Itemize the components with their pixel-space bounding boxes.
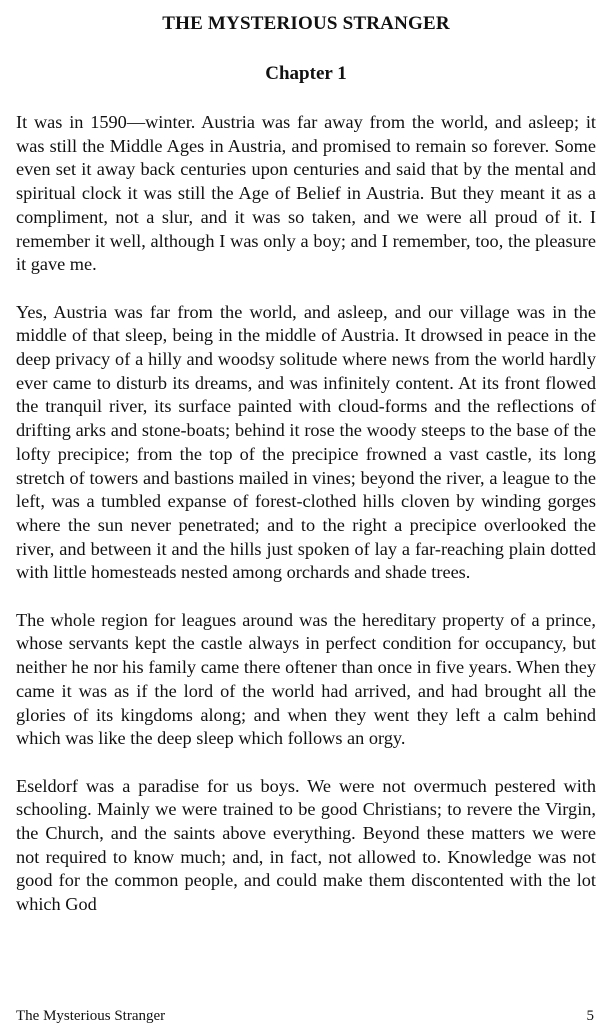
paragraph-3: The whole region for leagues around was the hereditary property of a prince, whose servants kept the castle always in perfect condition for occupancy, but neither he nor his family came there oftener than once in five years. When they came it was as if the lord of the world had arrived, and had brought all the glories of its kingdoms along; and when they went they left a calm behind which was like the deep sleep which follows an orgy. bbox=[16, 609, 596, 749]
chapter-heading: Chapter 1 bbox=[265, 63, 347, 84]
page-number: 5 bbox=[586, 1008, 594, 1024]
page-footer bbox=[16, 1006, 596, 1026]
body-text bbox=[16, 111, 596, 917]
paragraph-1: It was in 1590—winter. Austria was far away from the world, and asleep; it was still the Middle Ages in Austria, and promised to remain so forever. Some even set it away back centuries upon centuries and said that by the mental and spiritual clock it was still the Age of Belief in Austria. But they meant it as a compliment, not a slur, and it was so taken, and we were all proud of it. I remember it well, although I was only a boy; and I remember, too, the pleasure it gave me. bbox=[16, 112, 596, 275]
book-title: THE MYSTERIOUS STRANGER bbox=[162, 13, 450, 34]
footer-title: The Mysterious Stranger bbox=[16, 1008, 166, 1024]
document-page bbox=[16, 10, 596, 1026]
paragraph-2: Yes, Austria was far from the world, and asleep, and our village was in the middle of that sleep, being in the middle of Austria. It drowsed in peace in the deep privacy of a hilly and woodsy solitude where news from the world hardly ever came to disturb its dreams, and was infinitely content. At its front flowed the tranquil river, its surface painted with cloud-forms and the reflections of drifting arks and stone-boats; behind it rose the woody steeps to the base of the lofty precipice; from the top of the precipice frowned a vast castle, its long stretch of towers and bastions mailed in vines; beyond the river, a league to the left, was a tumbled expanse of forest-clothed hills cloven by winding gorges where the sun never penetrated; and to the right a precipice overlooked the river, and between it and the hills just spoken of lay a far-reaching plain dotted with little homesteads nested among orchards and shade trees. bbox=[16, 301, 596, 583]
paragraph-4: Eseldorf was a paradise for us boys. We were not overmuch pestered with schooling. Mainly we were trained to be good Christians; to revere the Virgin, the Church, and the saints above everything. Beyond these matters we were not required to know much; and, in fact, not allowed to. Knowledge was not good for the common people, and could make them discontented with the lot which God bbox=[16, 775, 596, 915]
